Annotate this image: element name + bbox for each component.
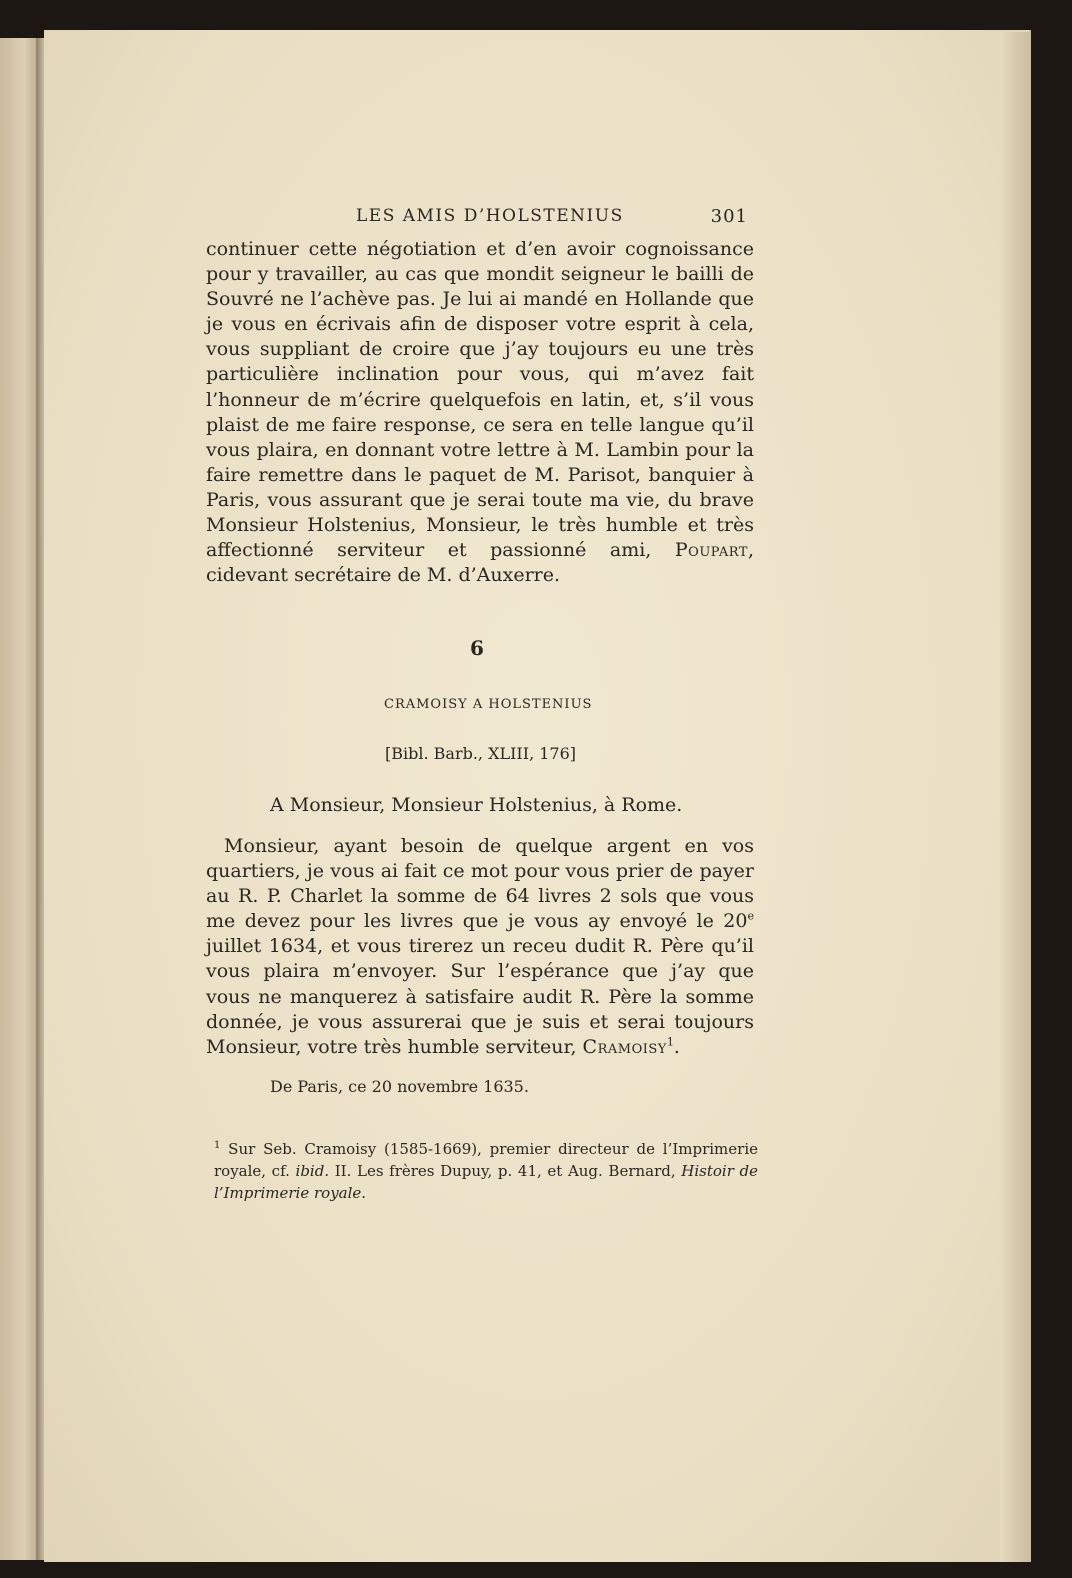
footnote-ibid: ibid. [295, 1162, 330, 1180]
signature-poupart: Poupart [674, 539, 748, 562]
running-title: LES AMIS D’HOLSTENIUS [356, 206, 624, 226]
letter-text-part2: juillet 1634, et vous tirerez un receu dudit R. Père qu’il vous plaira m’envoyer. Sur l’espérance que j’ay que vous ne manquerez à satisfaire audit R. Père la somme donnée, je vous assurerai que je suis et serai toujours Monsieur, votre très humble serviteur, [206, 935, 754, 1058]
previous-page-edge [0, 38, 40, 1560]
letter-address: A Monsieur, Monsieur Holstenius, à Rome. [270, 794, 683, 816]
signature-cramoisy: Cramoisy [582, 1035, 667, 1058]
running-head [206, 206, 754, 230]
paragraph-text: continuer cette négotiation et d’en avoir cognoissance pour y travailler, au cas que mondit seigneur le bailli de Souvré ne l’achève pas. Je lui ai mandé en Hollande que je vous en écrivais afin de disposer votre esprit à cela, vous suppliant de croire que j’ay toujours eu une très particulière inclination pour vous, qui m’avez fait l’honneur de m’écrire quelquefois en latin, et, s’il vous plaist de me faire response, ce sera en telle langue qu’il vous plaira, en donnant votre lettre à M. Lambin pour la faire remettre dans le paquet de M. Parisot, banquier à Paris, vous assurant que je serai toute ma vie, du brave Monsieur Holstenius, Monsieur, le très humble et très affectionné serviteur et passionné ami, [206, 238, 754, 562]
page-stack-edge [1000, 32, 1030, 1562]
letter-body [206, 834, 754, 1060]
footnote-reference: 1 [666, 1035, 674, 1049]
source-reference: [Bibl. Barb., XLIII, 176] [385, 744, 577, 763]
letter-title: CRAMOISY A HOLSTENIUS [384, 697, 593, 712]
paragraph-text-end: , cidevant secrétaire de M. d’Auxerre. [206, 539, 754, 587]
paragraph-continuation [206, 237, 754, 588]
footnote-marker: 1 [214, 1140, 221, 1151]
footnote-text: Sur Seb. Cramoisy (1585-1669), premier directeur de l’Imprimerie royale, cf. [214, 1140, 758, 1180]
superscript-e: e [747, 909, 754, 923]
footnote [214, 1135, 758, 1204]
footnote-italic-title: Histoir de l’Imprimerie royale. [214, 1162, 758, 1202]
page-number: 301 [710, 206, 748, 227]
section-number: 6 [470, 636, 484, 660]
dateline: De Paris, ce 20 novembre 1635. [270, 1077, 529, 1096]
letter-end-punct: . [673, 1035, 680, 1058]
footnote-text2: II. Les frères Dupuy, p. 41, et Aug. Bernard, [334, 1162, 676, 1180]
letter-text-part1: Monsieur, ayant besoin de quelque argent en vos quartiers, je vous ai fait ce mot pour vous prier de payer au R. P. Charlet la somme de 64 livres 2 sols que vous me devez pour les livres que je vous ay envoyé le 20 [206, 835, 754, 933]
